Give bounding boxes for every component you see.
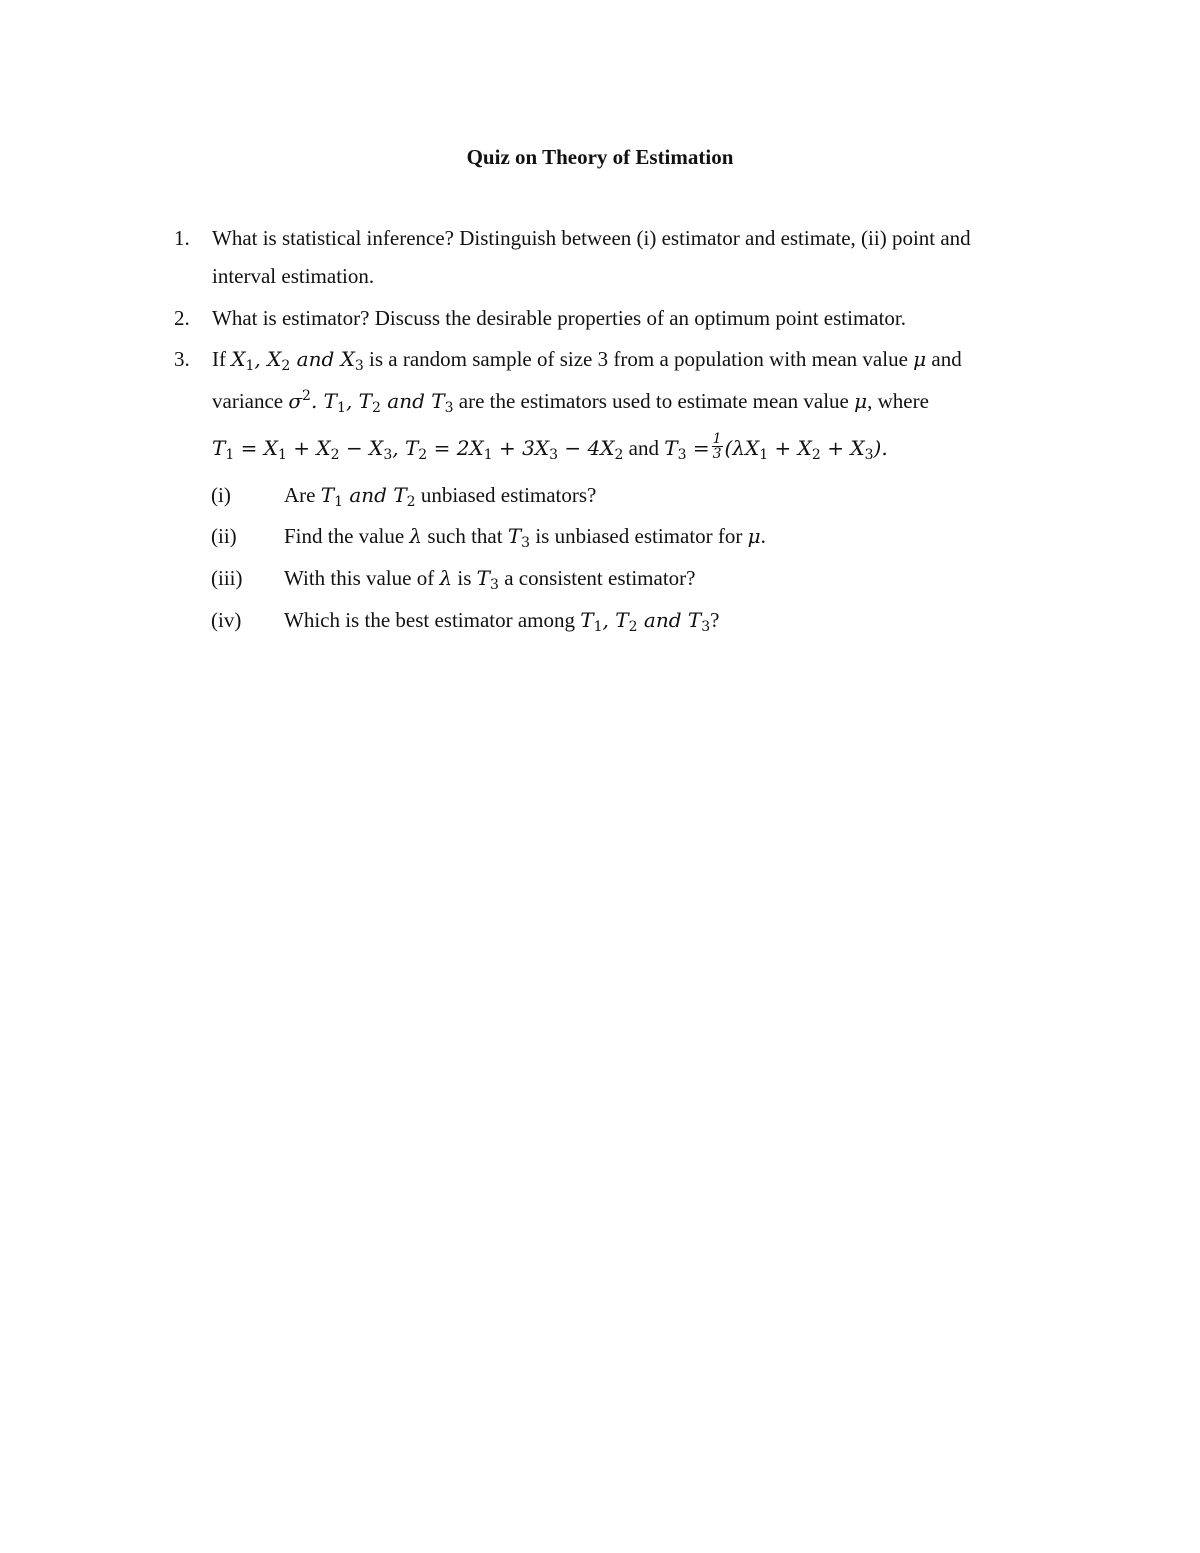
sub-question-text	[284, 563, 695, 593]
math-lambda: λ	[409, 524, 423, 548]
q3-text: variance	[212, 389, 289, 413]
math-mu: μ	[854, 389, 868, 413]
math-mu: μ	[747, 524, 761, 548]
math-variance: $\sigma^2$. $T_1$, $T_2$ and $T_3$	[288, 388, 454, 416]
fraction-one-third: $\frac{1}{3}$	[712, 431, 722, 462]
question-3-equations	[212, 433, 888, 464]
question-2-line-1: What is estimator? Discuss the desirable properties of an optimum point estimator.	[212, 306, 907, 330]
math-t3: $T_3$	[507, 524, 531, 551]
math-lambda: λ	[439, 566, 453, 590]
q3-text: is a random sample of size 3 from a population with mean value	[363, 347, 914, 371]
math-t1-t2: $T_1$ and $T_2$	[320, 483, 416, 510]
sub-question-text	[284, 521, 766, 551]
q3-text: and	[926, 347, 962, 371]
sub-question-label: (i)	[211, 483, 231, 507]
sub-q-text: is unbiased estimator for	[530, 524, 748, 548]
q3-text: , where	[867, 389, 929, 413]
page-title: Quiz on Theory of Estimation	[466, 145, 734, 169]
sub-q-text: .	[760, 524, 766, 548]
sub-q-text: Find the value	[284, 524, 410, 548]
sub-q-text: With this value of	[284, 566, 440, 590]
question-3-number: 3.	[174, 347, 190, 371]
sub-question-text	[284, 480, 596, 510]
sub-q-text: is	[452, 566, 477, 590]
sub-q-text: a consistent estimator?	[498, 566, 696, 590]
math-t3: $T_3$	[476, 566, 499, 593]
q3-text: If	[212, 347, 232, 371]
question-3-line-2	[212, 386, 929, 416]
sub-question-label: (ii)	[211, 524, 237, 548]
sub-question-label: (iv)	[211, 608, 242, 632]
math-t1-t2-t3: $T_1$, $T_2$ and $T_3$	[580, 608, 711, 635]
sub-question-label: (iii)	[211, 566, 243, 590]
equation-t3: $T_3$ = $\frac{1}{3}$ $(\lambda X_1 + X_2 + X_3)$.	[664, 431, 888, 463]
question-1-line-2: interval estimation.	[212, 264, 375, 288]
question-3-line-1	[212, 344, 962, 374]
sub-q-text: Which is the best estimator among	[284, 608, 581, 632]
question-1-line-1: What is statistical inference? Distinguish between (i) estimator and estimate, (ii) point and	[212, 226, 971, 250]
q3-text: and	[623, 436, 665, 460]
equation-t1-t2: $T_1 = X_1 + X_2 - X_3$, $T_2 = 2X_1 + 3X_3 - 4X_2$	[212, 436, 624, 463]
math-variables: $X_1$, $X_2$ and $X_3$	[231, 347, 364, 374]
sub-q-text: such that	[422, 524, 508, 548]
sub-q-text: unbiased estimators?	[415, 483, 597, 507]
question-1-number: 1.	[174, 226, 190, 250]
sub-q-text: ?	[710, 608, 720, 632]
question-2-number: 2.	[174, 306, 190, 330]
q3-text: are the estimators used to estimate mean value	[453, 389, 855, 413]
sub-q-text: Are	[284, 483, 321, 507]
math-mu: μ	[913, 347, 927, 371]
sub-question-text	[284, 605, 719, 635]
